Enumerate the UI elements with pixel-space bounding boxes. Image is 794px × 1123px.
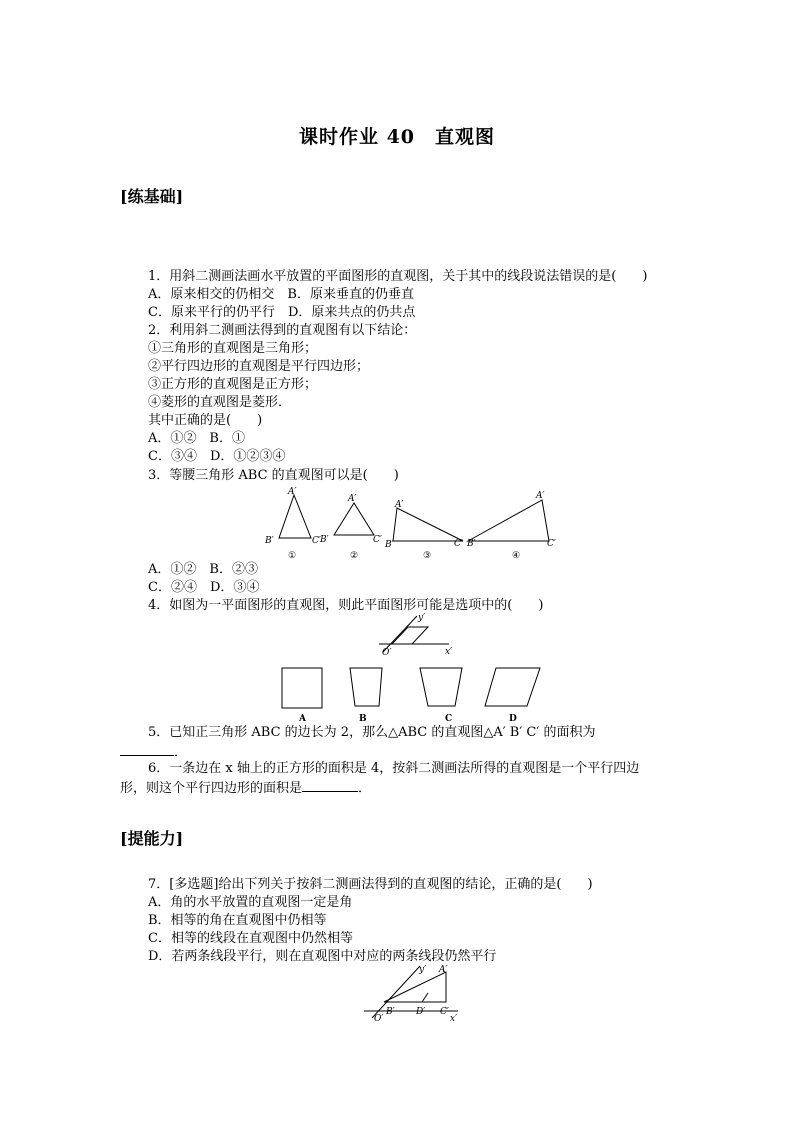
q3-options-ab: A．①② B．②③ [148,562,258,577]
q7-option-c: C．相等的线段在直观图中仍然相等 [148,931,353,946]
section-advanced-heading: [提能力] [120,829,184,848]
triangle-figure-3 [393,508,463,541]
choice-a-square [282,668,322,708]
q2-conclusion-1: ①三角形的直观图是三角形； [148,341,318,356]
q7-label-x: x′ [450,1014,458,1024]
q6-answer-blank[interactable] [302,778,358,792]
fig1-label-c: C′ [312,536,321,546]
choice-label-b: B [359,714,367,724]
fig3-label-b: B′ [385,540,394,550]
q3-options-cd: C．②④ D．③④ [148,580,260,595]
fig1-label-a: A′ [288,487,297,497]
choice-label-a: A [299,714,306,724]
fig-number-4: ④ [512,551,521,560]
q7-label-o: O′ [374,1014,384,1024]
q4-axis-y: y′ [418,613,426,623]
q2-options-cd: C．③④ D．①②③④ [148,449,286,464]
q5-line1: 5．已知正三角形 ABC 的边长为 2，那么△ABC 的直观图△A′ B′ C′ 的面积为 [148,725,596,740]
section-basic-heading: [练基础] [120,187,184,206]
q7-option-b: B．相等的角在直观图中仍相等 [148,913,327,928]
fig-number-3: ③ [423,551,432,560]
fig2-label-a: A′ [348,494,357,504]
q7-oblique-figure [358,962,468,1024]
page-title: 课时作业 40 直观图 [298,126,496,148]
fig-number-2: ② [350,551,359,560]
q7-label-d: D′ [416,1007,426,1017]
triangle-figure-2 [334,503,374,535]
choice-label-c: C [445,714,453,724]
fig4-label-c: C′ [547,539,556,549]
q7-label-a: A′ [439,965,448,975]
q4-axis-x: x′ [445,647,453,657]
q1-options-ab: A．原来相交的仍相交 B．原来垂直的仍垂直 [148,287,414,302]
q1-options-cd: C．原来平行的仍平行 D．原来共点的仍共点 [148,305,416,320]
fig1-label-b: B′ [265,536,274,546]
q3-stem: 3．等腰三角形 ABC 的直观图可以是( ) [148,468,399,483]
q1-stem: 1．用斜二测画法画水平放置的平面图形的直观图，关于其中的线段说法错误的是( ) [148,269,648,284]
q4-oblique-figure [365,610,465,660]
q2-conclusion-3: ③正方形的直观图是正方形； [148,377,318,392]
q3-triangle-figures [258,485,568,560]
q7-stem: 7．[多选题]给出下列关于按斜二测画法得到的直观图的结论，正确的是( ) [148,877,593,892]
fig-number-1: ① [288,551,297,560]
choice-d-parallelogram [485,668,540,706]
q5-answer-blank[interactable] [120,742,174,756]
q5-line2-end: ． [174,745,188,760]
fig4-label-a: A′ [536,491,545,501]
choice-c-trapezoid [420,668,462,706]
fig2-label-c: C′ [373,535,382,545]
q4-axis-o: O′ [382,648,392,658]
triangle-figure-4 [468,500,549,541]
fig3-label-a: A′ [395,500,404,510]
q2-ask: 其中正确的是( ) [148,413,263,428]
q7-label-y: y′ [419,965,427,975]
q2-conclusion-4: ④菱形的直观图是菱形． [148,395,292,410]
q4-stem: 4．如图为一平面图形的直观图，则此平面图形可能是选项中的( ) [148,598,544,613]
q7-label-b: B′ [386,1007,395,1017]
q7-label-c: C′ [440,1007,449,1017]
fig3-label-c: C′ [454,539,463,549]
q7-option-a: A．角的水平放置的直观图一定是角 [148,895,353,910]
q2-options-ab: A．①② B．① [148,431,245,446]
q2-conclusion-2: ②平行四边形的直观图是平行四边形； [148,359,370,374]
q4-choice-figures [278,664,544,724]
q6-line1: 6．一条边在 x 轴上的正方形的面积是 4，按斜二测画法所得的直观图是一个平行四边 [148,761,640,776]
fig4-label-b: B′ [467,539,476,549]
fig2-label-b: B′ [320,535,329,545]
choice-b-trapezoid [350,668,382,706]
choice-label-d: D [509,714,517,724]
q6-line2-end: ． [358,781,372,796]
q7-option-d: D．若两条线段平行，则在直观图中对应的两条线段仍然平行 [148,949,497,964]
q6-line2: 形，则这个平行四边形的面积是 [120,781,303,796]
q2-stem: 2．利用斜二测画法得到的直观图有以下结论： [148,323,417,338]
triangle-figure-1 [279,495,311,538]
